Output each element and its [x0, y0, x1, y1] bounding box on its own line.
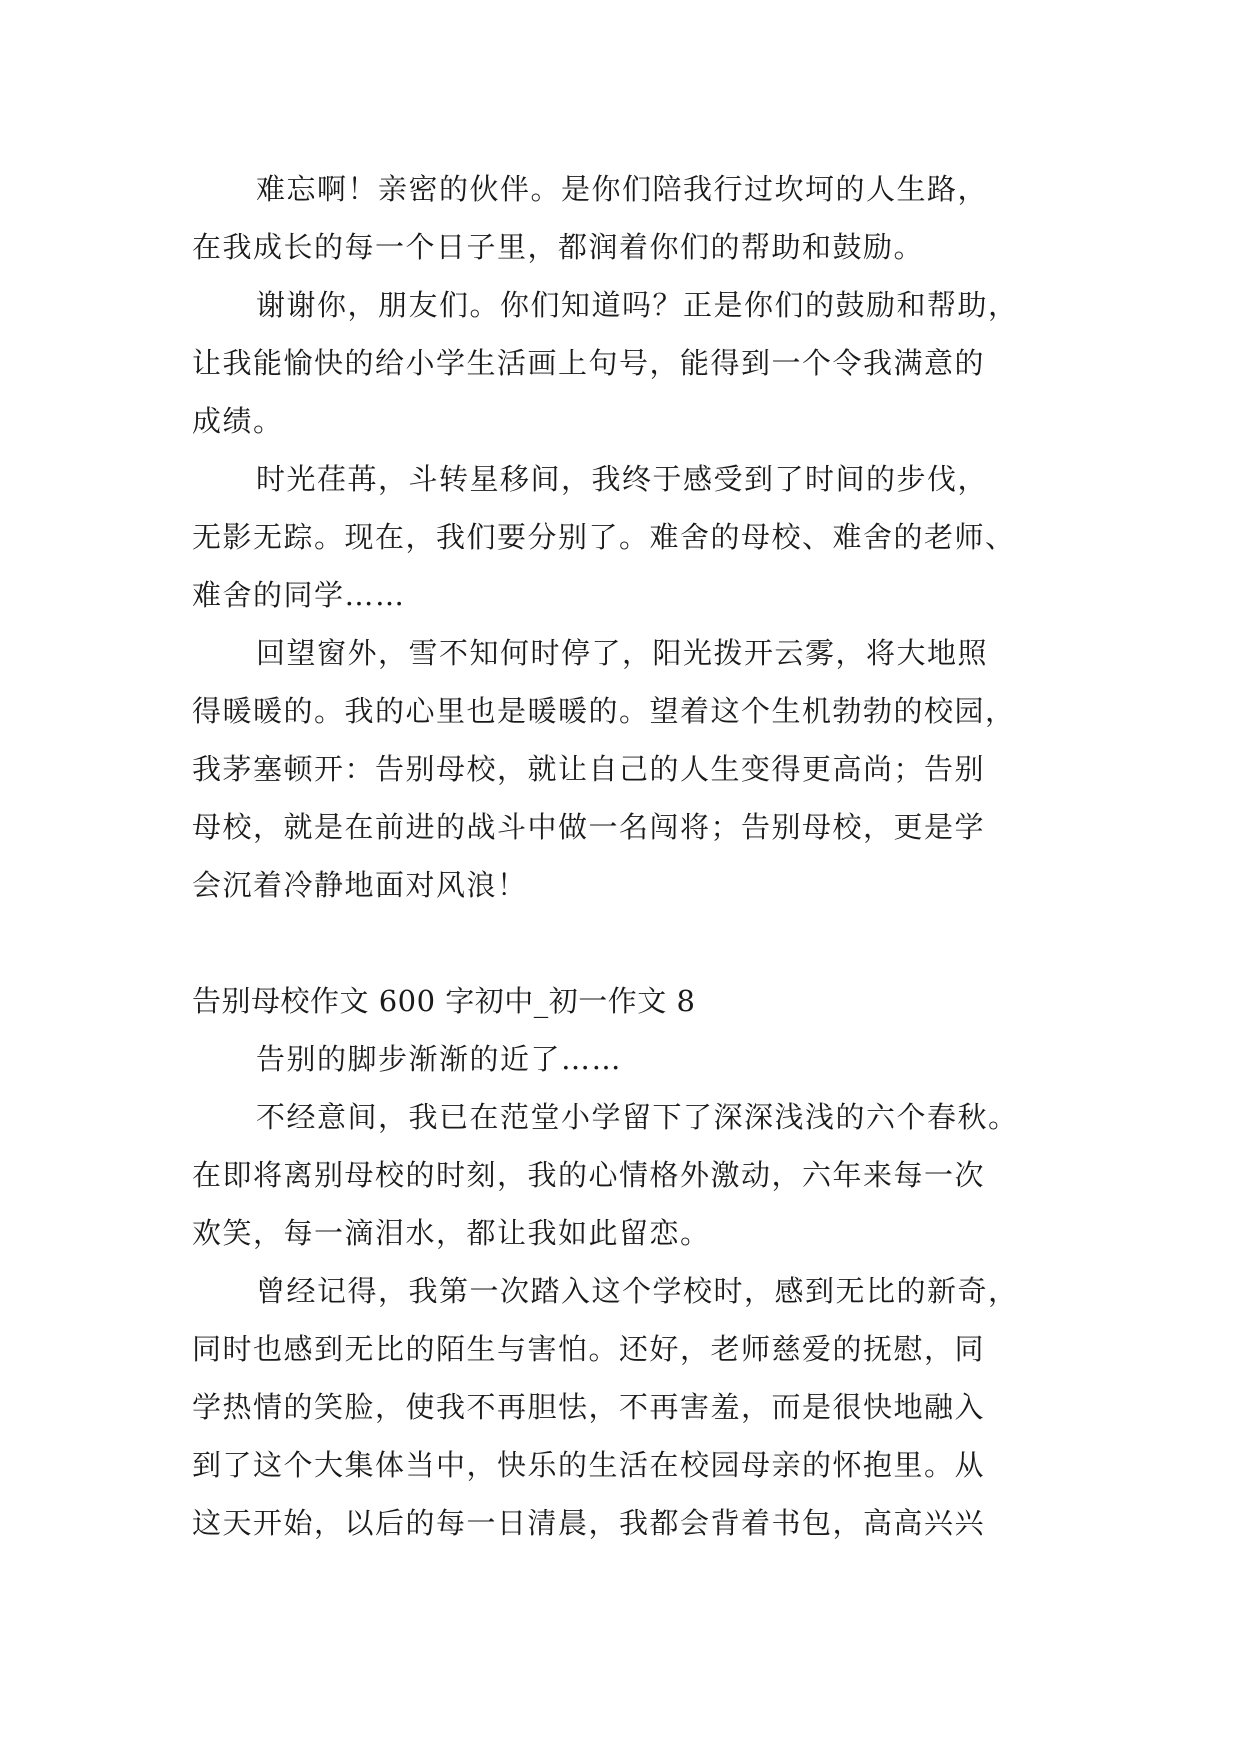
text-line: 回望窗外，雪不知何时停了，阳光拨开云雾，将大地照 — [256, 636, 989, 670]
text-line: 在即将离别母校的时刻，我的心情格外激动，六年来每一次 — [192, 1158, 986, 1192]
text-line: 告别的脚步渐渐的近了…… — [256, 1042, 623, 1076]
paragraph — [192, 1088, 1052, 1262]
paragraph — [192, 160, 1052, 276]
text-line: 不经意间，我已在范堂小学留下了深深浅浅的六个春秋。 — [256, 1100, 1019, 1134]
section-spacer — [192, 914, 1052, 972]
paragraph — [192, 1262, 1052, 1552]
text-line: 欢笑，每一滴泪水，都让我如此留恋。 — [192, 1216, 711, 1250]
text-line: 我茅塞顿开：告别母校，就让自己的人生变得更高尚；告别 — [192, 752, 986, 786]
essay-title: 告别母校作文 600 字初中_初一作文 8 — [192, 984, 696, 1018]
text-line: 成绩。 — [192, 404, 284, 438]
text-line: 难忘啊！亲密的伙伴。是你们陪我行过坎坷的人生路， — [256, 172, 989, 206]
paragraph — [192, 624, 1052, 914]
text-line: 学热情的笑脸，使我不再胆怯，不再害羞，而是很快地融入 — [192, 1390, 986, 1424]
document-page — [192, 160, 1052, 1552]
paragraph — [192, 450, 1052, 624]
text-line: 得暖暖的。我的心里也是暖暖的。望着这个生机勃勃的校园， — [192, 694, 1016, 728]
text-line: 同时也感到无比的陌生与害怕。还好，老师慈爱的抚慰，同 — [192, 1332, 986, 1366]
paragraph — [192, 1030, 1052, 1088]
text-line: 母校，就是在前进的战斗中做一名闯将；告别母校，更是学 — [192, 810, 986, 844]
text-line: 曾经记得，我第一次踏入这个学校时，感到无比的新奇， — [256, 1274, 1019, 1308]
text-line: 这天开始，以后的每一日清晨，我都会背着书包，高高兴兴 — [192, 1506, 986, 1540]
text-line: 让我能愉快的给小学生活画上句号，能得到一个令我满意的 — [192, 346, 986, 380]
text-line: 到了这个大集体当中，快乐的生活在校园母亲的怀抱里。从 — [192, 1448, 986, 1482]
paragraph — [192, 276, 1052, 450]
text-line: 难舍的同学…… — [192, 578, 406, 612]
text-line: 时光荏苒，斗转星移间，我终于感受到了时间的步伐， — [256, 462, 989, 496]
text-line: 无影无踪。现在，我们要分别了。难舍的母校、难舍的老师、 — [192, 520, 1016, 554]
text-line: 会沉着冷静地面对风浪！ — [192, 868, 528, 902]
text-line: 在我成长的每一个日子里，都润着你们的帮助和鼓励。 — [192, 230, 925, 264]
text-line: 谢谢你，朋友们。你们知道吗？正是你们的鼓励和帮助， — [256, 288, 1019, 322]
